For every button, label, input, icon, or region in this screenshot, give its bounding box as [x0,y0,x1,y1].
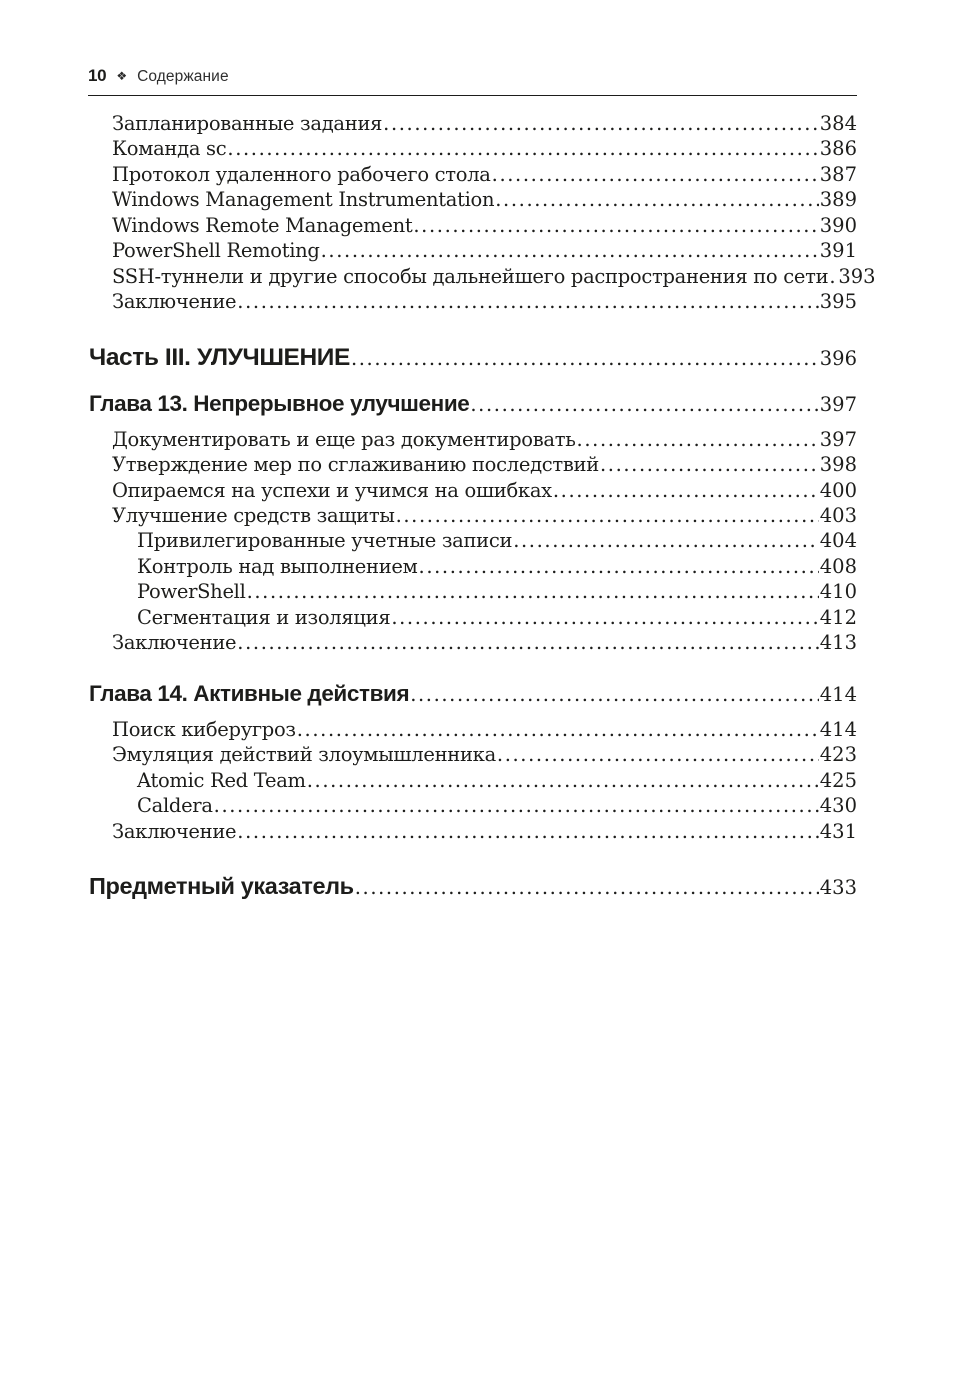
dot-leader [470,390,818,420]
toc-entry [88,136,857,161]
dot-leader [600,452,819,477]
toc-page-number: 408 [819,554,857,578]
toc-page-number: 425 [819,768,857,792]
toc-entry [88,289,857,314]
dot-leader [413,213,818,238]
folio-page-number: 10 [88,66,107,85]
toc-entry [88,819,857,844]
toc-page-number: 384 [819,112,857,135]
toc-entry [88,478,857,503]
dot-leader [391,605,818,630]
toc-page-number: 389 [819,188,857,212]
dot-leader [237,819,818,844]
toc-label: Предметный указатель [89,872,354,899]
toc-page-number: 404 [819,529,857,553]
dot-leader [410,680,819,710]
toc-entry [88,605,857,630]
toc-page-number: 410 [819,580,857,604]
toc-label: Привилегированные учетные записи [137,529,513,553]
diamond-icon: ❖ [116,69,128,83]
toc-label: Контроль над выполнением [137,554,418,578]
toc-entry [88,264,876,289]
dot-leader [351,343,819,374]
running-header-title: Содержание [137,68,229,85]
toc-entry [88,742,857,767]
dot-leader [497,742,819,767]
toc-entries-block [88,717,857,844]
toc-label: Заключение [112,290,237,314]
toc-entry [88,768,857,793]
toc-label: Заключение [112,819,237,843]
toc-entry [88,238,857,263]
dot-leader [237,630,818,655]
index-heading-row [88,871,857,903]
dot-leader [237,289,818,314]
toc-label: Улучшение средств защиты [112,503,395,527]
part-heading-row [88,342,857,374]
toc-label: Команда sc [112,137,227,161]
dot-leader [214,793,819,818]
dot-leader [419,554,819,579]
dot-leader [492,162,819,187]
toc-page-number: 386 [819,137,857,161]
toc-entry [88,213,857,238]
toc-label: Windows Remote Management [112,213,413,237]
toc-page-number: 431 [819,819,857,843]
toc-entry [88,162,857,187]
toc-label: Утверждение мер по сглаживанию последствий [112,453,599,477]
toc-entries-block [88,111,876,315]
toc-page-number: 398 [819,453,857,477]
dot-leader [553,478,819,503]
toc-entry [88,187,857,212]
toc-label: Заключение [112,631,237,655]
toc-page-number: 393 [838,264,876,288]
toc-entry [88,630,857,655]
toc-page-number: 387 [819,162,857,186]
toc-label: Протокол удаленного рабочего стола [112,162,491,186]
dot-leader [577,427,819,452]
toc-page-number: 412 [819,605,857,629]
table-of-contents [88,111,876,903]
toc-label: Документировать и еще раз документировать [112,427,576,451]
toc-entry [88,503,857,528]
chapter-heading-row [88,679,857,710]
toc-page-number: 396 [819,346,857,370]
dot-leader [513,528,819,553]
toc-label: PowerShell [137,580,246,604]
toc-page-number: 413 [819,631,857,655]
dot-leader [297,717,819,742]
toc-page-number: 414 [819,682,857,706]
toc-entries-block [88,427,857,656]
toc-entry [88,452,857,477]
toc-page-number: 395 [819,290,857,314]
toc-page-number: 430 [819,794,857,818]
toc-entry [88,427,857,452]
toc-label: Сегментация и изоляция [137,605,391,629]
toc-label: Поиск киберугроз [112,717,296,741]
page-content [88,66,876,903]
toc-label: Опираемся на успехи и учимся на ошибках [112,478,552,502]
toc-label: Эмуляция действий злоумышленника [112,743,496,767]
dot-leader [307,768,819,793]
dot-leader [355,872,819,903]
dot-leader [321,238,819,263]
toc-page-number: 397 [819,392,857,416]
toc-page-number: 414 [819,717,857,741]
dot-leader [227,136,818,161]
toc-page-number: 433 [819,875,857,899]
toc-page-number: 397 [819,427,857,451]
toc-page-number: 400 [819,478,857,502]
toc-entry [88,554,857,579]
toc-label: Windows Management Instrumentation [112,188,495,212]
toc-label: Caldera [137,794,213,818]
toc-page-number: 391 [819,239,857,263]
running-header [88,66,857,96]
toc-entry [88,717,857,742]
toc-label: SSH-туннели и другие способы дальнейшего распространения по сети [112,264,829,288]
toc-page-number: 403 [819,503,857,527]
chapter-heading-row [88,389,857,420]
toc-label: Часть III. УЛУЧШЕНИЕ [89,343,350,371]
dot-leader [495,187,819,212]
toc-label: Запланированные задания [112,112,383,135]
toc-label: Глава 13. Непрерывное улучшение [89,390,470,416]
dot-leader [247,579,819,604]
toc-entry [88,579,857,604]
dot-leader [396,503,819,528]
dot-leader [383,111,819,136]
dot-leader [829,264,837,289]
toc-entry [88,793,857,818]
toc-entry [88,528,857,553]
toc-page-number: 390 [819,213,857,237]
toc-entry [88,111,857,136]
toc-label: Глава 14. Активные действия [89,680,410,706]
toc-label: Atomic Red Team [137,768,306,792]
toc-page-number: 423 [819,743,857,767]
toc-label: PowerShell Remoting [112,239,320,263]
